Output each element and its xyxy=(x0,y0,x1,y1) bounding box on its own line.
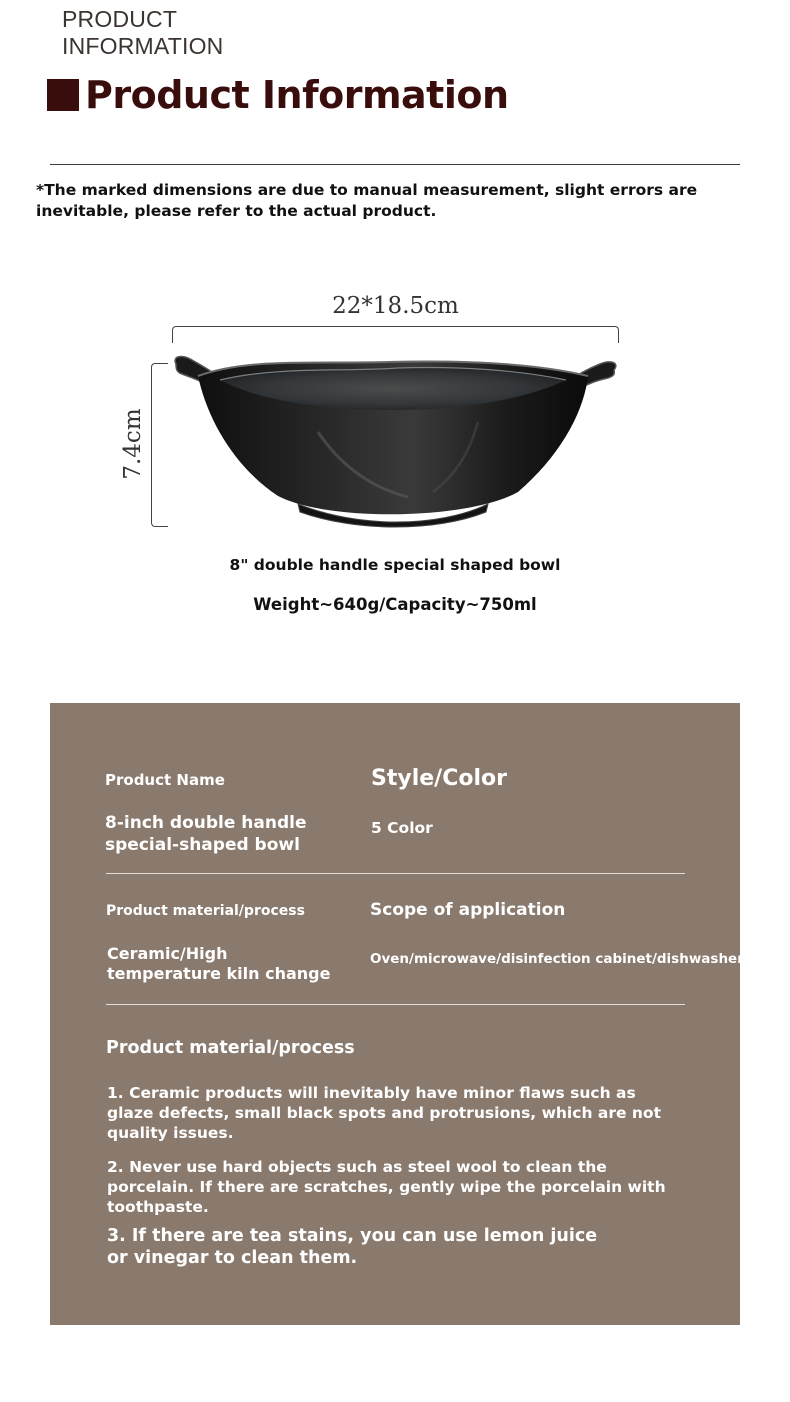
product-name-label: Product Name xyxy=(105,771,225,789)
care-note-1 xyxy=(107,1083,661,1143)
care-note-3 xyxy=(107,1225,597,1269)
product-info-panel xyxy=(50,703,744,1325)
height-bracket xyxy=(151,363,168,527)
measurement-note: *The marked dimensions are due to manual measurement, slight errors are inevitable, please refer to the actual product. xyxy=(36,181,698,220)
style-color-value: 5 Color xyxy=(371,819,433,837)
care-note-1-line-3: quality issues. xyxy=(107,1124,234,1142)
care-note-2-line-3: toothpaste. xyxy=(107,1198,209,1216)
style-color-label: Style/Color xyxy=(371,766,507,791)
dimension-width-label: 22*18.5cm xyxy=(332,293,459,319)
material-value-line-2: temperature kiln change xyxy=(107,964,331,983)
care-note-3-line-1: 3. If there are tea stains, you can use lemon juice xyxy=(107,1226,598,1246)
care-note-2-line-2: porcelain. If there are scratches, gently wipe the porcelain with xyxy=(107,1178,666,1196)
product-name-value-line-1: 8-inch double handle xyxy=(105,813,307,833)
eyebrow-line-2: INFORMATION xyxy=(62,33,224,59)
product-name-value-line-2: special-shaped bowl xyxy=(105,835,300,855)
bowl-product-image xyxy=(168,352,623,532)
material-value-line-1: Ceramic/High xyxy=(107,944,228,963)
product-weight-capacity: Weight~640g/Capacity~750ml xyxy=(253,595,537,614)
product-caption: 8" double handle special shaped bowl xyxy=(229,556,561,574)
eyebrow-line-1: PRODUCT xyxy=(62,6,178,32)
product-name-value xyxy=(105,812,307,856)
care-note-1-line-2: glaze defects, small black spots and protrusions, which are not xyxy=(107,1104,661,1122)
section-eyebrow xyxy=(62,6,362,60)
care-note-2 xyxy=(107,1157,666,1217)
scope-value: Oven/microwave/disinfection cabinet/dishwasher xyxy=(370,951,744,967)
panel-divider-1 xyxy=(106,873,685,874)
care-notes-title: Product material/process xyxy=(106,1038,355,1058)
care-note-2-line-1: 2. Never use hard objects such as steel wool to clean the xyxy=(107,1158,607,1176)
care-note-1-line-1: 1. Ceramic products will inevitably have minor flaws such as xyxy=(107,1084,636,1102)
material-label: Product material/process xyxy=(106,903,305,919)
care-note-3-line-2: or vinegar to clean them. xyxy=(107,1248,358,1268)
panel-divider-2 xyxy=(106,1004,685,1005)
scope-label: Scope of application xyxy=(370,900,566,920)
title-marker-square xyxy=(47,79,79,111)
width-bracket xyxy=(172,326,619,343)
material-value xyxy=(107,944,330,984)
dimension-height-label: 7.4cm xyxy=(120,408,146,480)
page-title: Product Information xyxy=(85,73,509,117)
header-divider xyxy=(50,164,740,165)
